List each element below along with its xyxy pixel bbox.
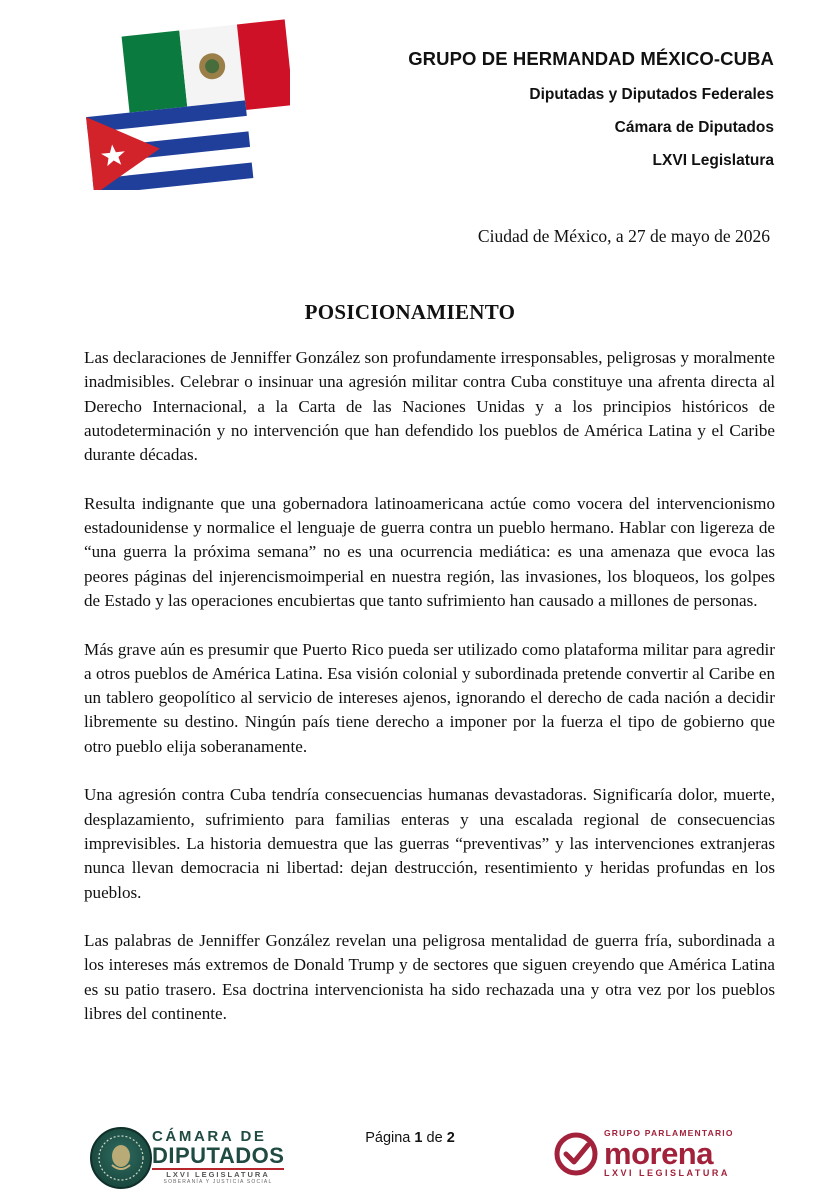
page-total: 2 (446, 1130, 455, 1146)
header-line-diputados: Diputadas y Diputados Federales (529, 86, 774, 103)
morena-logo-text (604, 1128, 734, 1179)
morena-logo (552, 1128, 752, 1184)
document-date: Ciudad de México, a 27 de mayo de 2026 (477, 226, 770, 246)
paragraph: Más grave aún es presumir que Puerto Rico pueda ser utilizado como plataforma militar para agredir a otros pueblos de América Latina. Esa visión colonial y subordinada pretende convertir al Caribe en un tablero geopolítico al servicio de intereses ajenos, ignorando el derecho de cada nación a decidir libremente su destino. Ningún país tiene derecho a imponer por la fuerza el tipo de gobierno que otro pueblo elija soberanamente. (84, 639, 775, 756)
camara-logo-legislatura: LXVI LEGISLATURA (152, 1168, 284, 1179)
page-separator: de (426, 1130, 443, 1146)
document-body (84, 346, 775, 1051)
morena-name: morena (604, 1136, 713, 1171)
morena-check-icon (552, 1130, 600, 1178)
paragraph: Las declaraciones de Jenniffer González son profundamente irresponsables, peligrosas y moralmente inadmisibles. Celebrar o insinuar una agresión militar contra Cuba constituye una afrenta directa al Derecho Internacional, a la Carta de las Naciones Unidas y a los principios históricos de autodeterminación y no intervención que han defendido los pueblos de América Latina y el Caribe durante décadas. (84, 348, 775, 465)
cuba-flag (86, 100, 253, 190)
paragraph: Resulta indignante que una gobernadora latinoamericana actúe como vocera del intervencionismo estadounidense y normalice el lenguaje de guerra contra un pueblo hermano. Hablar con ligereza de “una guerra la próxima semana” no es una ocurrencia mediática: es una amenaza que evoca las peores páginas del injerencismoimperial en nuestra región, las invasiones, los bloqueos, los golpes de Estado y las operaciones encubiertas que tanto sufrimiento han causado a millones de personas. (84, 493, 775, 610)
document-title: POSICIONAMIENTO (304, 300, 516, 324)
paragraph: Las palabras de Jenniffer González revelan una peligrosa mentalidad de guerra fría, subordinada a los intereses más extremos de Donald Trump y de sectores que siguen creyendo que América Latina es su patio trasero. Esa doctrina intervencionista ha sido rechazada una y otra vez por los pueblos libres del continente. (84, 931, 775, 1024)
camara-logo-motto: SOBERANÍA Y JUSTICIA SOCIAL (163, 1179, 273, 1185)
paragraph: Una agresión contra Cuba tendría consecuencias humanas devastadoras. Significaría dolor, muerte, desplazamiento, sufrimiento para familias enteras y una escalada regional de consecuencias imprevisibles. La historia demuestra que las guerras “preventivas” y las intervenciones extranjeras nunca llevan democracia ni libertad: dejan destrucción, resentimiento y heridas profundas en los pueblos. (84, 785, 775, 902)
morena-legislatura: LXVI LEGISLATURA (604, 1168, 730, 1178)
page-current: 1 (414, 1130, 423, 1146)
organization-header (334, 48, 774, 185)
morena-group-label: GRUPO PARLAMENTARIO (604, 1128, 734, 1138)
mexico-cuba-flags-image (85, 10, 290, 190)
header-line-camara: Cámara de Diputados (614, 119, 774, 136)
camara-logo-main: DIPUTADOS (152, 1143, 285, 1168)
camara-logo-top: CÁMARA DE (152, 1128, 267, 1145)
page-prefix: Página (365, 1130, 411, 1146)
header-line-legislatura: LXVI Legislatura (652, 152, 774, 169)
organization-title: GRUPO DE HERMANDAD MÉXICO-CUBA (408, 48, 774, 69)
